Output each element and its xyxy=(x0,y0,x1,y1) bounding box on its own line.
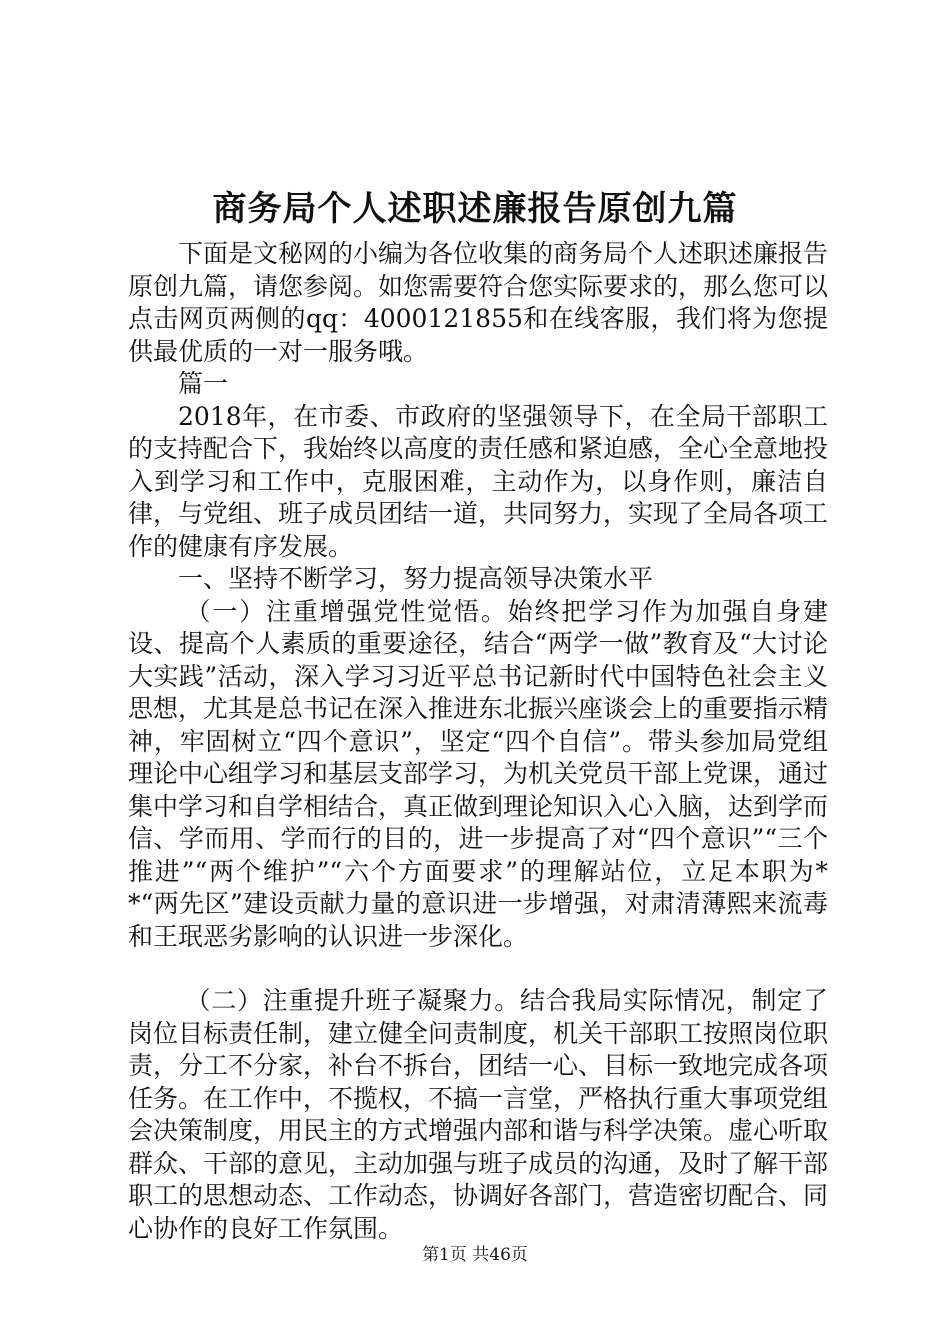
body-paragraph: 2018年，在市委、市政府的坚强领导下，在全局干部职工的支持配合下，我始终以高度的责任感和紧迫感，全心全意地投入到学习和工作中，克服困难，主动作为，以身作则，廉洁自律，与党组、班子成员团结一道，共同努力，实现了全局各项工作的健康有序发展。 xyxy=(128,401,829,561)
section-heading: 一、坚持不断学习，努力提高领导决策水平 xyxy=(178,564,654,593)
page-number-footer: 第1页 共46页 xyxy=(422,1245,528,1265)
document-body xyxy=(128,238,828,1245)
intro-paragraph: 下面是文秘网的小编为各位收集的商务局个人述职述廉报告原创九篇，请您参阅。如您需要符合您实际要求的，那么您可以点击网页两侧的qq：4000121855和在线客服，我们将为您提供最优质的一对一服务哦。 xyxy=(128,239,829,366)
document-title: 商务局个人述职述廉报告原创九篇 xyxy=(212,189,738,229)
body-paragraph: （一）注重增强党性觉悟。始终把学习作为加强自身建设、提高个人素质的重要途径，结合“两学一做”教育及“大讨论大实践”活动，深入学习习近平总书记新时代中国特色社会主义思想，尤其是总书记在深入推进东北振兴座谈会上的重要指示精神，牢固树立“四个意识”，坚定“四个自信”。带头参加局党组理论中心组学习和基层支部学习，为机关党员干部上党课，通过集中学习和自学相结合，真正做到理论知识入心入脑，达到学而信、学而用、学而行的目的，进一步提高了对“四个意识”“三个推进”“两个维护”“六个方面要求”的理解站位，立足本职为**“两先区”建设贡献力量的意识进一步增强，对肃清薄熙来流毒和王珉恶劣影响的认识进一步深化。 xyxy=(128,596,829,951)
body-paragraph: （二）注重提升班子凝聚力。结合我局实际情况，制定了岗位目标责任制，建立健全问责制度，机关干部职工按照岗位职责，分工不分家，补台不拆台，团结一心、目标一致地完成各项任务。在工作中，不揽权，不搞一言堂，严格执行重大事项党组会决策制度，用民主的方式增强内部和谐与科学决策。虚心听取群众、干部的意见，主动加强与班子成员的沟通，及时了解干部职工的思想动态、工作动态，协调好各部门，营造密切配合、同心协作的良好工作氛围。 xyxy=(128,986,829,1243)
section-label: 篇一 xyxy=(178,369,229,398)
